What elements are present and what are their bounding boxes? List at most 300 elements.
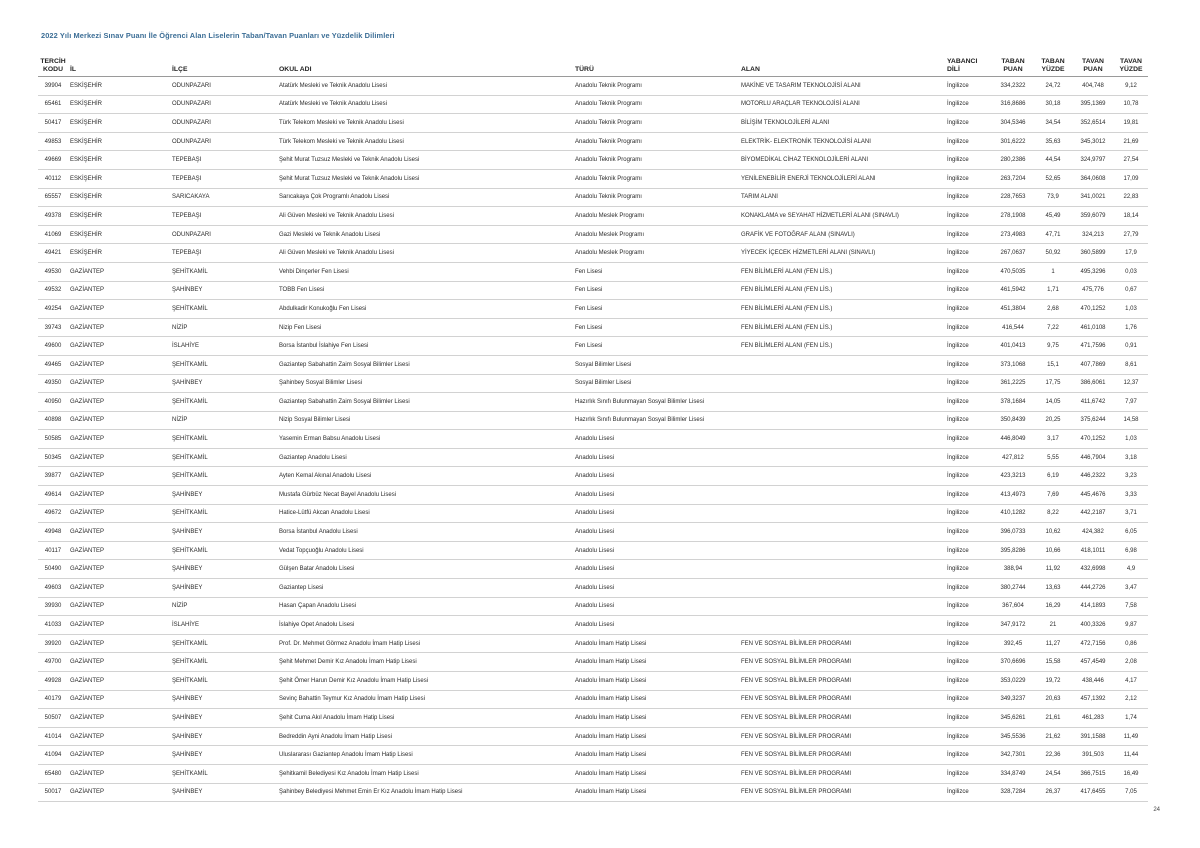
cell-tavan-yuzde: 12,37 [1114, 374, 1148, 393]
cell-tavan-puan: 438,446 [1072, 672, 1114, 691]
cell-turu: Anadolu İmam Hatip Lisesi [573, 672, 739, 691]
cell-okul-adi: Türk Telekom Mesleki ve Teknik Anadolu Lisesi [277, 132, 573, 151]
cell-ilce: TEPEBAŞI [170, 207, 277, 226]
table-row [38, 244, 1148, 263]
cell-yabanci-dili: İngilizce [945, 355, 992, 374]
cell-taban-yuzde: 13,63 [1034, 579, 1072, 598]
cell-okul-adi: Uluslararası Gaziantep Anadolu İmam Hatip Lisesi [277, 746, 573, 765]
cell-taban-yuzde: 26,37 [1034, 783, 1072, 802]
table-row [38, 95, 1148, 114]
cell-alan [739, 374, 945, 393]
cell-taban-yuzde: 7,22 [1034, 318, 1072, 337]
cell-il: GAZİANTEP [68, 690, 170, 709]
cell-tavan-yuzde: 4,9 [1114, 560, 1148, 579]
cell-tercih-kodu: 39904 [38, 77, 68, 96]
page-number: 24 [1153, 807, 1160, 813]
cell-taban-puan: 461,5942 [992, 281, 1034, 300]
document-title: 2022 Yılı Merkezi Sınav Puanı İle Öğrenci Alan Liselerin Taban/Tavan Puanları ve Yüzdelik Dilimleri [41, 31, 395, 40]
cell-alan: FEN VE SOSYAL BİLİMLER PROGRAMI [739, 672, 945, 691]
cell-tavan-yuzde: 4,17 [1114, 672, 1148, 691]
cell-turu: Anadolu Meslek Programı [573, 244, 739, 263]
cell-alan [739, 411, 945, 430]
cell-taban-puan: 347,9172 [992, 616, 1034, 635]
cell-ilce: ŞAHİNBEY [170, 560, 277, 579]
cell-yabanci-dili: İngilizce [945, 151, 992, 170]
cell-taban-yuzde: 20,63 [1034, 690, 1072, 709]
cell-tavan-puan: 461,0108 [1072, 318, 1114, 337]
cell-turu: Anadolu İmam Hatip Lisesi [573, 709, 739, 728]
cell-ilce: ŞAHİNBEY [170, 709, 277, 728]
cell-okul-adi: Nizip Sosyal Bilimler Lisesi [277, 411, 573, 430]
cell-tercih-kodu: 49603 [38, 579, 68, 598]
cell-okul-adi: Gaziantep Sabahattin Zaim Sosyal Bilimler Lisesi [277, 393, 573, 412]
cell-tercih-kodu: 40950 [38, 393, 68, 412]
cell-tavan-yuzde: 22,83 [1114, 188, 1148, 207]
cell-okul-adi: Şehit Cuma Akıl Anadolu İmam Hatip Lisesi [277, 709, 573, 728]
cell-turu: Anadolu Lisesi [573, 504, 739, 523]
cell-alan: FEN VE SOSYAL BİLİMLER PROGRAMI [739, 634, 945, 653]
cell-tavan-yuzde: 11,44 [1114, 746, 1148, 765]
cell-tavan-puan: 417,6455 [1072, 783, 1114, 802]
cell-tavan-puan: 457,1392 [1072, 690, 1114, 709]
cell-il: GAZİANTEP [68, 318, 170, 337]
cell-okul-adi: Hatice-Lütfü Akcan Anadolu Lisesi [277, 504, 573, 523]
cell-yabanci-dili: İngilizce [945, 300, 992, 319]
cell-tercih-kodu: 41069 [38, 225, 68, 244]
table-row [38, 541, 1148, 560]
cell-tavan-puan: 359,6079 [1072, 207, 1114, 226]
cell-okul-adi: Abdulkadir Konukoğlu Fen Lisesi [277, 300, 573, 319]
cell-tavan-puan: 400,3326 [1072, 616, 1114, 635]
cell-turu: Anadolu Lisesi [573, 579, 739, 598]
cell-ilce: ODUNPAZARI [170, 225, 277, 244]
cell-il: ESKİŞEHİR [68, 207, 170, 226]
cell-tavan-puan: 445,4676 [1072, 486, 1114, 505]
cell-taban-yuzde: 44,54 [1034, 151, 1072, 170]
cell-taban-yuzde: 24,54 [1034, 764, 1072, 783]
cell-tercih-kodu: 50417 [38, 114, 68, 133]
cell-tavan-yuzde: 9,12 [1114, 77, 1148, 96]
cell-okul-adi: Şehit Murat Tuzsuz Mesleki ve Teknik Anadolu Lisesi [277, 151, 573, 170]
cell-okul-adi: TOBB Fen Lisesi [277, 281, 573, 300]
cell-okul-adi: Gaziantep Anadolu Lisesi [277, 448, 573, 467]
table-row [38, 504, 1148, 523]
cell-taban-puan: 413,4973 [992, 486, 1034, 505]
cell-yabanci-dili: İngilizce [945, 597, 992, 616]
cell-ilce: ŞAHİNBEY [170, 783, 277, 802]
cell-il: ESKİŞEHİR [68, 132, 170, 151]
cell-tavan-yuzde: 1,03 [1114, 300, 1148, 319]
cell-tavan-puan: 391,1588 [1072, 727, 1114, 746]
cell-yabanci-dili: İngilizce [945, 411, 992, 430]
cell-yabanci-dili: İngilizce [945, 318, 992, 337]
cell-alan: FEN BİLİMLERİ ALANI (FEN LİS.) [739, 318, 945, 337]
cell-tercih-kodu: 41094 [38, 746, 68, 765]
cell-tavan-yuzde: 17,9 [1114, 244, 1148, 263]
cell-yabanci-dili: İngilizce [945, 77, 992, 96]
cell-il: GAZİANTEP [68, 672, 170, 691]
cell-taban-yuzde: 19,72 [1034, 672, 1072, 691]
cell-tavan-yuzde: 1,76 [1114, 318, 1148, 337]
cell-tavan-puan: 352,6514 [1072, 114, 1114, 133]
score-table [38, 54, 1148, 802]
cell-tavan-puan: 407,7869 [1072, 355, 1114, 374]
cell-il: GAZİANTEP [68, 523, 170, 542]
cell-tercih-kodu: 49600 [38, 337, 68, 356]
cell-okul-adi: Mustafa Gürbüz Necat Bayel Anadolu Lisesi [277, 486, 573, 505]
cell-tercih-kodu: 40179 [38, 690, 68, 709]
cell-tavan-yuzde: 1,74 [1114, 709, 1148, 728]
table-row [38, 634, 1148, 653]
cell-turu: Anadolu İmam Hatip Lisesi [573, 783, 739, 802]
cell-tavan-yuzde: 27,54 [1114, 151, 1148, 170]
cell-taban-puan: 470,5035 [992, 262, 1034, 281]
cell-yabanci-dili: İngilizce [945, 262, 992, 281]
cell-taban-puan: 334,2322 [992, 77, 1034, 96]
cell-tercih-kodu: 40898 [38, 411, 68, 430]
cell-taban-puan: 349,3237 [992, 690, 1034, 709]
cell-tercih-kodu: 49928 [38, 672, 68, 691]
cell-ilce: ŞEHİTKAMİL [170, 467, 277, 486]
cell-il: ESKİŞEHİR [68, 244, 170, 263]
cell-alan: YİYECEK İÇECEK HİZMETLERİ ALANI (SINAVLI) [739, 244, 945, 263]
cell-taban-yuzde: 47,71 [1034, 225, 1072, 244]
cell-okul-adi: Sarıcakaya Çok Programlı Anadolu Lisesi [277, 188, 573, 207]
cell-tavan-puan: 472,7156 [1072, 634, 1114, 653]
cell-turu: Anadolu Teknik Programı [573, 188, 739, 207]
cell-turu: Fen Lisesi [573, 300, 739, 319]
cell-taban-puan: 263,7204 [992, 169, 1034, 188]
table-row [38, 225, 1148, 244]
table-row [38, 560, 1148, 579]
table-body [38, 77, 1148, 802]
cell-alan: BİLİŞİM TEKNOLOJİLERİ ALANI [739, 114, 945, 133]
cell-tavan-yuzde: 9,87 [1114, 616, 1148, 635]
cell-tavan-yuzde: 7,97 [1114, 393, 1148, 412]
cell-yabanci-dili: İngilizce [945, 579, 992, 598]
cell-tercih-kodu: 49530 [38, 262, 68, 281]
cell-tavan-puan: 444,2726 [1072, 579, 1114, 598]
cell-turu: Anadolu Meslek Programı [573, 207, 739, 226]
cell-il: GAZİANTEP [68, 337, 170, 356]
cell-yabanci-dili: İngilizce [945, 467, 992, 486]
cell-taban-puan: 267,0637 [992, 244, 1034, 263]
table-row [38, 764, 1148, 783]
cell-il: GAZİANTEP [68, 653, 170, 672]
table-row [38, 132, 1148, 151]
cell-ilce: ODUNPAZARI [170, 132, 277, 151]
cell-ilce: ŞEHİTKAMİL [170, 653, 277, 672]
table-row [38, 597, 1148, 616]
cell-taban-puan: 367,604 [992, 597, 1034, 616]
cell-turu: Anadolu Lisesi [573, 541, 739, 560]
table-row [38, 579, 1148, 598]
cell-ilce: ŞAHİNBEY [170, 374, 277, 393]
cell-alan [739, 486, 945, 505]
cell-taban-yuzde: 11,92 [1034, 560, 1072, 579]
cell-ilce: ŞAHİNBEY [170, 746, 277, 765]
cell-il: GAZİANTEP [68, 597, 170, 616]
cell-ilce: ŞAHİNBEY [170, 281, 277, 300]
cell-tercih-kodu: 49254 [38, 300, 68, 319]
cell-yabanci-dili: İngilizce [945, 504, 992, 523]
table-row [38, 337, 1148, 356]
cell-tavan-puan: 324,9797 [1072, 151, 1114, 170]
cell-taban-yuzde: 3,17 [1034, 430, 1072, 449]
cell-il: GAZİANTEP [68, 486, 170, 505]
cell-il: GAZİANTEP [68, 579, 170, 598]
cell-ilce: TEPEBAŞI [170, 169, 277, 188]
cell-alan: GRAFİK VE FOTOĞRAF ALANI (SINAVLI) [739, 225, 945, 244]
cell-taban-puan: 334,8749 [992, 764, 1034, 783]
table-row [38, 467, 1148, 486]
cell-turu: Fen Lisesi [573, 337, 739, 356]
cell-taban-puan: 280,2386 [992, 151, 1034, 170]
cell-taban-yuzde: 17,75 [1034, 374, 1072, 393]
cell-il: ESKİŞEHİR [68, 225, 170, 244]
cell-taban-puan: 304,5346 [992, 114, 1034, 133]
cell-il: GAZİANTEP [68, 560, 170, 579]
cell-il: GAZİANTEP [68, 727, 170, 746]
table-row [38, 355, 1148, 374]
cell-alan: FEN VE SOSYAL BİLİMLER PROGRAMI [739, 653, 945, 672]
cell-tercih-kodu: 50585 [38, 430, 68, 449]
cell-taban-puan: 353,0229 [992, 672, 1034, 691]
cell-il: GAZİANTEP [68, 374, 170, 393]
cell-taban-yuzde: 22,36 [1034, 746, 1072, 765]
cell-yabanci-dili: İngilizce [945, 634, 992, 653]
cell-tercih-kodu: 65480 [38, 764, 68, 783]
cell-ilce: NİZİP [170, 318, 277, 337]
cell-yabanci-dili: İngilizce [945, 672, 992, 691]
cell-alan [739, 355, 945, 374]
cell-taban-puan: 350,8439 [992, 411, 1034, 430]
cell-ilce: ŞEHİTKAMİL [170, 393, 277, 412]
cell-tercih-kodu: 49948 [38, 523, 68, 542]
cell-alan: FEN VE SOSYAL BİLİMLER PROGRAMI [739, 746, 945, 765]
cell-ilce: ŞAHİNBEY [170, 579, 277, 598]
cell-ilce: İSLAHİYE [170, 616, 277, 635]
cell-turu: Anadolu Teknik Programı [573, 151, 739, 170]
cell-turu: Anadolu Teknik Programı [573, 132, 739, 151]
cell-yabanci-dili: İngilizce [945, 114, 992, 133]
cell-ilce: ODUNPAZARI [170, 77, 277, 96]
cell-taban-yuzde: 7,69 [1034, 486, 1072, 505]
cell-turu: Sosyal Bilimler Lisesi [573, 355, 739, 374]
header-okul-adi: OKUL ADI [279, 66, 312, 73]
cell-il: GAZİANTEP [68, 281, 170, 300]
cell-turu: Anadolu İmam Hatip Lisesi [573, 764, 739, 783]
header-turu: TÜRÜ [575, 66, 594, 73]
table-header-row [38, 54, 1148, 77]
cell-taban-yuzde: 11,27 [1034, 634, 1072, 653]
cell-taban-yuzde: 1,71 [1034, 281, 1072, 300]
cell-tercih-kodu: 49672 [38, 504, 68, 523]
cell-yabanci-dili: İngilizce [945, 393, 992, 412]
cell-tercih-kodu: 49532 [38, 281, 68, 300]
cell-yabanci-dili: İngilizce [945, 727, 992, 746]
cell-turu: Fen Lisesi [573, 262, 739, 281]
cell-tavan-puan: 360,5899 [1072, 244, 1114, 263]
cell-tavan-yuzde: 7,05 [1114, 783, 1148, 802]
cell-tercih-kodu: 50507 [38, 709, 68, 728]
cell-taban-puan: 373,1068 [992, 355, 1034, 374]
cell-alan: FEN BİLİMLERİ ALANI (FEN LİS.) [739, 337, 945, 356]
cell-tercih-kodu: 39930 [38, 597, 68, 616]
cell-alan [739, 597, 945, 616]
cell-tercih-kodu: 39920 [38, 634, 68, 653]
cell-tavan-yuzde: 19,81 [1114, 114, 1148, 133]
cell-tavan-yuzde: 8,61 [1114, 355, 1148, 374]
cell-tavan-puan: 345,3012 [1072, 132, 1114, 151]
cell-il: GAZİANTEP [68, 448, 170, 467]
cell-tavan-yuzde: 17,09 [1114, 169, 1148, 188]
cell-turu: Anadolu Lisesi [573, 560, 739, 579]
cell-tavan-puan: 411,6742 [1072, 393, 1114, 412]
cell-tavan-puan: 386,6061 [1072, 374, 1114, 393]
cell-tercih-kodu: 40112 [38, 169, 68, 188]
cell-tercih-kodu: 49853 [38, 132, 68, 151]
cell-taban-puan: 328,7284 [992, 783, 1034, 802]
cell-turu: Anadolu Teknik Programı [573, 169, 739, 188]
cell-il: GAZİANTEP [68, 746, 170, 765]
cell-yabanci-dili: İngilizce [945, 337, 992, 356]
table-row [38, 448, 1148, 467]
cell-taban-yuzde: 21,62 [1034, 727, 1072, 746]
cell-taban-yuzde: 6,19 [1034, 467, 1072, 486]
cell-alan [739, 448, 945, 467]
cell-tavan-yuzde: 3,18 [1114, 448, 1148, 467]
cell-tercih-kodu: 41014 [38, 727, 68, 746]
cell-il: GAZİANTEP [68, 541, 170, 560]
cell-turu: Anadolu İmam Hatip Lisesi [573, 653, 739, 672]
cell-yabanci-dili: İngilizce [945, 746, 992, 765]
cell-alan [739, 579, 945, 598]
cell-tavan-puan: 432,6998 [1072, 560, 1114, 579]
cell-taban-yuzde: 14,05 [1034, 393, 1072, 412]
cell-alan: TARIM ALANI [739, 188, 945, 207]
cell-tercih-kodu: 49700 [38, 653, 68, 672]
cell-yabanci-dili: İngilizce [945, 281, 992, 300]
cell-yabanci-dili: İngilizce [945, 764, 992, 783]
cell-il: ESKİŞEHİR [68, 188, 170, 207]
cell-ilce: ŞAHİNBEY [170, 727, 277, 746]
header-tavan-yuzde: TAVAN YÜZDE [1119, 58, 1143, 73]
cell-yabanci-dili: İngilizce [945, 523, 992, 542]
cell-taban-puan: 395,8286 [992, 541, 1034, 560]
cell-alan: FEN VE SOSYAL BİLİMLER PROGRAMI [739, 709, 945, 728]
cell-tavan-puan: 341,0021 [1072, 188, 1114, 207]
table-row [38, 709, 1148, 728]
cell-turu: Anadolu Lisesi [573, 616, 739, 635]
table-row [38, 783, 1148, 802]
cell-taban-yuzde: 21 [1034, 616, 1072, 635]
cell-alan: FEN VE SOSYAL BİLİMLER PROGRAMI [739, 764, 945, 783]
cell-taban-puan: 228,7653 [992, 188, 1034, 207]
cell-il: GAZİANTEP [68, 764, 170, 783]
cell-alan: FEN VE SOSYAL BİLİMLER PROGRAMI [739, 690, 945, 709]
cell-tercih-kodu: 49378 [38, 207, 68, 226]
cell-okul-adi: Vedat Topçuoğlu Anadolu Lisesi [277, 541, 573, 560]
cell-taban-puan: 273,4983 [992, 225, 1034, 244]
cell-tavan-puan: 364,0608 [1072, 169, 1114, 188]
cell-tavan-yuzde: 10,78 [1114, 95, 1148, 114]
cell-yabanci-dili: İngilizce [945, 541, 992, 560]
cell-tavan-puan: 424,382 [1072, 523, 1114, 542]
cell-tercih-kodu: 50345 [38, 448, 68, 467]
cell-taban-yuzde: 21,61 [1034, 709, 1072, 728]
table-row [38, 486, 1148, 505]
cell-yabanci-dili: İngilizce [945, 616, 992, 635]
cell-il: ESKİŞEHİR [68, 114, 170, 133]
cell-okul-adi: Şahinbey Sosyal Bilimler Lisesi [277, 374, 573, 393]
cell-okul-adi: Gaziantep Lisesi [277, 579, 573, 598]
cell-turu: Fen Lisesi [573, 281, 739, 300]
cell-tavan-yuzde: 0,86 [1114, 634, 1148, 653]
cell-tavan-yuzde: 0,91 [1114, 337, 1148, 356]
cell-okul-adi: Sevinç Bahattin Teymur Kız Anadolu İmam Hatip Lisesi [277, 690, 573, 709]
cell-il: GAZİANTEP [68, 783, 170, 802]
cell-tavan-yuzde: 6,05 [1114, 523, 1148, 542]
table-row [38, 318, 1148, 337]
cell-turu: Anadolu Teknik Programı [573, 95, 739, 114]
table-row [38, 188, 1148, 207]
cell-yabanci-dili: İngilizce [945, 374, 992, 393]
header-tercih-kodu: TERCİH KODU [40, 58, 66, 73]
cell-yabanci-dili: İngilizce [945, 486, 992, 505]
cell-taban-puan: 378,1684 [992, 393, 1034, 412]
cell-tavan-yuzde: 6,98 [1114, 541, 1148, 560]
cell-okul-adi: Borsa İstanbul İslahiye Fen Lisesi [277, 337, 573, 356]
cell-tercih-kodu: 40117 [38, 541, 68, 560]
cell-tavan-yuzde: 3,23 [1114, 467, 1148, 486]
cell-tavan-puan: 395,1369 [1072, 95, 1114, 114]
header-ilce: İLÇE [172, 66, 188, 73]
cell-turu: Anadolu Lisesi [573, 486, 739, 505]
cell-taban-yuzde: 5,55 [1034, 448, 1072, 467]
cell-tavan-puan: 495,3296 [1072, 262, 1114, 281]
header-il: İL [70, 66, 77, 73]
cell-okul-adi: Yasemin Erman Babsu Anadolu Lisesi [277, 430, 573, 449]
cell-il: ESKİŞEHİR [68, 151, 170, 170]
table-row [38, 430, 1148, 449]
cell-okul-adi: Şehit Ömer Harun Demir Kız Anadolu İmam Hatip Lisesi [277, 672, 573, 691]
cell-alan [739, 616, 945, 635]
cell-ilce: TEPEBAŞI [170, 151, 277, 170]
cell-turu: Hazırlık Sınıfı Bulunmayan Sosyal Bilimler Lisesi [573, 393, 739, 412]
cell-taban-yuzde: 15,58 [1034, 653, 1072, 672]
cell-okul-adi: Borsa İstanbul Anadolu Lisesi [277, 523, 573, 542]
cell-il: GAZİANTEP [68, 355, 170, 374]
cell-yabanci-dili: İngilizce [945, 448, 992, 467]
cell-il: GAZİANTEP [68, 634, 170, 653]
cell-tavan-yuzde: 27,79 [1114, 225, 1148, 244]
cell-taban-puan: 451,3804 [992, 300, 1034, 319]
cell-tavan-yuzde: 3,71 [1114, 504, 1148, 523]
cell-il: GAZİANTEP [68, 616, 170, 635]
cell-alan: MOTORLU ARAÇLAR TEKNOLOJİSİ ALANI [739, 95, 945, 114]
cell-taban-puan: 410,1282 [992, 504, 1034, 523]
table-row [38, 616, 1148, 635]
cell-okul-adi: Türk Telekom Mesleki ve Teknik Anadolu Lisesi [277, 114, 573, 133]
cell-tavan-yuzde: 16,49 [1114, 764, 1148, 783]
cell-alan [739, 523, 945, 542]
cell-ilce: ŞEHİTKAMİL [170, 634, 277, 653]
cell-taban-puan: 401,0413 [992, 337, 1034, 356]
cell-taban-puan: 301,6222 [992, 132, 1034, 151]
header-alan: ALAN [741, 66, 760, 73]
cell-ilce: ODUNPAZARI [170, 95, 277, 114]
